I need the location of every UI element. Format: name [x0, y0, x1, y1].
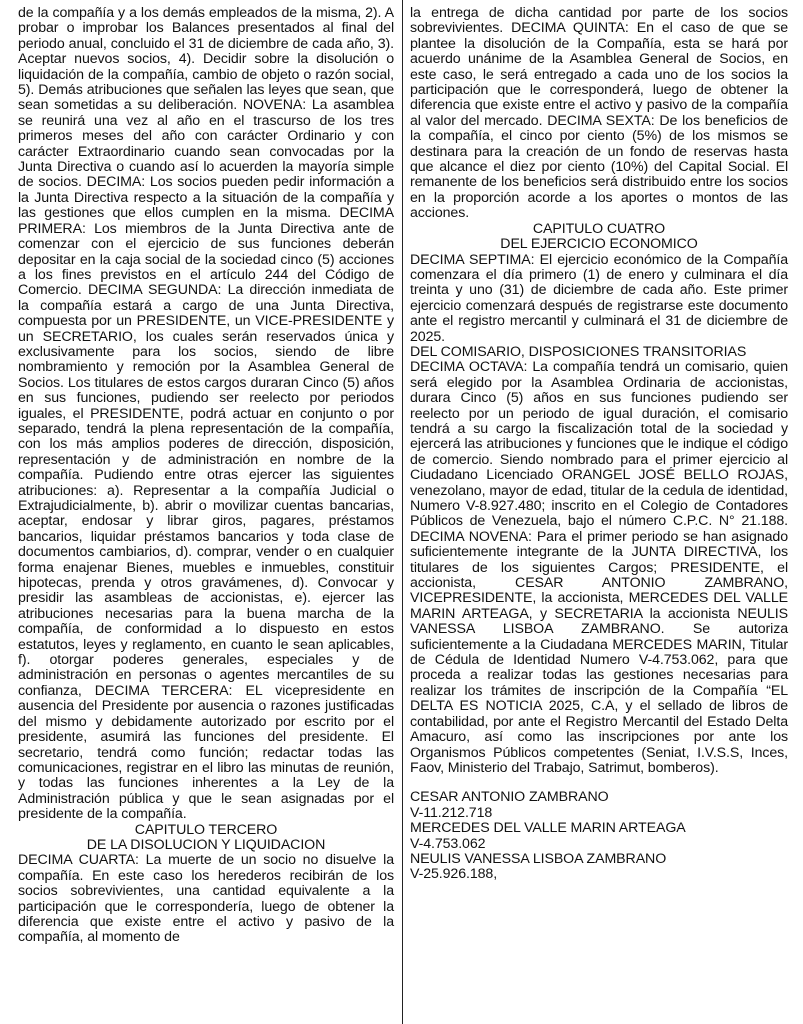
column-divider	[402, 0, 403, 1024]
left-column	[18, 6, 394, 946]
right-paragraph-3: DECIMA OCTAVA: La compañía tendrá un comisario, quien será elegido por la Asamblea Ordinaria de accionistas, durara Cinco (5) años en sus funciones pudiendo ser reelecto por un periodo de igual duración, el comisario tendrá a su cargo la fiscalización total de la sociedad y ejercerá las atribuciones y funciones que le indique el código de comercio. Siendo nombrado para el primer ejercicio al Ciudadano Licenciado ORANGEL JOSÉ BELLO ROJAS, venezolano, mayor de edad, titular de la cedula de identidad, Numero V-8.927.480; inscrito en el Colegio de Contadores Públicos de Venezuela, bajo el número C.P.C. N° 21.188. DECIMA NOVENA: Para el primer periodo se han asignado suficientemente integrante de la JUNTA DIRECTIVA, los titulares de los siguientes Cargos; PRESIDENTE, el accionista, CESAR ANTONIO ZAMBRANO, VICEPRESIDENTE, la accionista, MERCEDES DEL VALLE MARIN ARTEAGA, y SECRETARIA la accionista NEULIS VANESSA LISBOA ZAMBRANO. Se autoriza suficientemente a la Ciudadana MERCEDES MARIN, Titular de Cédula de Identidad Numero V-4.753.062, para que proceda a realizar todas las gestiones necesarias para realizar los trámites de inscripción de la Compañía “EL DELTA ES NOTICIA 2025, C.A, y el sellado de libros de contabilidad, por ante el Registro Mercantil del Estado Delta Amacuro, así como las inscripciones por ante los Organismos Públicos competentes (Seniat, I.V.S.S, Inces, Faov, Ministerio del Trabajo, Satrimut, bomberos).	[410, 359, 788, 776]
commissioner-heading: DEL COMISARIO, DISPOSICIONES TRANSITORIAS	[410, 343, 747, 360]
signature-id: V-11.212.718	[410, 804, 493, 821]
chapter-three-heading: CAPITULO TERCERO	[134, 821, 278, 838]
chapter-four-heading: CAPITULO CUATRO	[532, 220, 666, 237]
signature-name: NEULIS VANESSA LISBOA ZAMBRANO	[410, 850, 667, 867]
economic-exercise-heading: DEL EJERCICIO ECONOMICO	[500, 236, 698, 253]
right-column	[410, 6, 788, 883]
right-paragraph-2: DECIMA SEPTIMA: El ejercicio económico de la Compañía comenzara el día primero (1) de enero y culminara el día treinta y uno (31) de diciembre de cada año. Este primer ejercicio comenzará después de registrarse este documento ante el registro mercantil y culminará el 31 de diciembre de 2025.	[410, 251, 788, 345]
left-paragraph-2: DECIMA CUARTA: La muerte de un socio no disuelve la compañía. En este caso los herederos recibirán de los socios sobrevivientes, una cantidad equivalente a la participación que le correspondería, luego de obtener la diferencia que existe entre el activo y pasivo de la compañía, al momento de	[18, 852, 394, 946]
signature-name: CESAR ANTONIO ZAMBRANO	[410, 789, 609, 806]
dissolution-heading: DE LA DISOLUCION Y LIQUIDACION	[86, 836, 326, 853]
right-paragraph-1: la entrega de dicha cantidad por parte de los socios sobrevivientes. DECIMA QUINTA: En el caso de que se plantee la disolución de la Compañía, esta se hará por acuerdo unánime de la Asamblea General de Socios, en este caso, le será entregado a cada uno de los socios la participación que le corresponderá, luego de obtener la diferencia que existe entre el activo y pasivo de la compañía al valor del mercado. DECIMA SEXTA: De los beneficios de la compañía, el cinco por ciento (5%) de los mismos se destinara para la creación de un fondo de reservas hasta que alcance el diez por ciento (10%) del Capital Social. El remanente de los beneficios será distribuido entre los socios en la proporción acorde a los aportes o montos de las acciones.	[410, 5, 788, 222]
signature-id: V-25.926.188,	[410, 866, 498, 883]
left-paragraph-1: de la compañía y a los demás empleados de la misma, 2). A probar o improbar los Balances presentados al final del periodo anual, concluido el 31 de diciembre de cada año, 3). Aceptar nuevos socios, 4). Decidir sobre la disolución o liquidación de la compañía, cambio de objeto o razón social, 5). Demás atribuciones que señalen las leyes que sean, que sean sometidas a su deliberación. NOVENA: La asamblea se reunirá una vez al año en el trascurso de los tres primeros meses del año con carácter Ordinario y con carácter Extraordinario cuando sean convocadas por la Junta Directiva o cuando así lo acuerden la mayoría simple de socios. DECIMA: Los socios pueden pedir información a la Junta Directiva respecto a la situación de la compañía y las gestiones que ellos cumplen en la misma. DECIMA PRIMERA: Los miembros de la Junta Directiva ante de comenzar con el ejercicio de sus funciones deberán depositar en la caja social de la sociedad cinco (5) acciones a los fines previstos en el artículo 244 del Código de Comercio. DECIMA SEGUNDA: La dirección inmediata de la compañía estará a cargo de una Junta Directiva, compuesta por un PRESIDENTE, un VICE-PRESIDENTE y un SECRETARIO, los cuales serán reservados única y exclusivamente para los socios, siendo de libre nombramiento y remoción por la Asamblea General de Socios. Los titulares de estos cargos duraran Cinco (5) años en sus funciones, pudiendo ser reelecto por periodos iguales, el PRESIDENTE, podrá actuar en conjunto o por separado, tendrá la plena representación de la compañía, con los más amplios poderes de dirección, disposición, representación y de administración en nombre de la compañía. Pudiendo entre otras ejercer las siguientes atribuciones: a). Representar a la compañía Judicial o Extrajudicialmente, b). abrir o movilizar cuentas bancarias, aceptar, endosar y librar giros, pagares, préstamos bancarios, liquidar préstamos bancarios y toda clase de documentos cambiarios, d). comprar, vender o en cualquier forma enajenar Bienes, muebles e inmuebles, constituir hipotecas, prenda y otros gravámenes, d). Convocar y presidir las asambleas de accionistas, e). ejercer las atribuciones necesarias para la buena marcha de la compañía, de conformidad a lo dispuesto en estos estatutos, leyes y reglamento, en cuanto le sean aplicables, f). otorgar poderes generales, especiales y de administración en personas o agentes mercantiles de su confianza, DECIMA TERCERA: EL vicepresidente en ausencia del Presidente por ausencia o razones justificadas del mismo y debidamente autorizado por escrito por el presidente, asumirá las funciones del presidente. El secretario, tendrá como función; redactar todas las comunicaciones, registrar en el libro las minutas de reunión, y todas las funciones inherentes a la Ley de la Administración pública y que le sean asignadas por el presidente de la compañía.	[18, 5, 394, 823]
signature-block	[410, 790, 788, 882]
signature-name: MERCEDES DEL VALLE MARIN ARTEAGA	[410, 820, 686, 837]
signature-id: V-4.753.062	[410, 835, 486, 852]
